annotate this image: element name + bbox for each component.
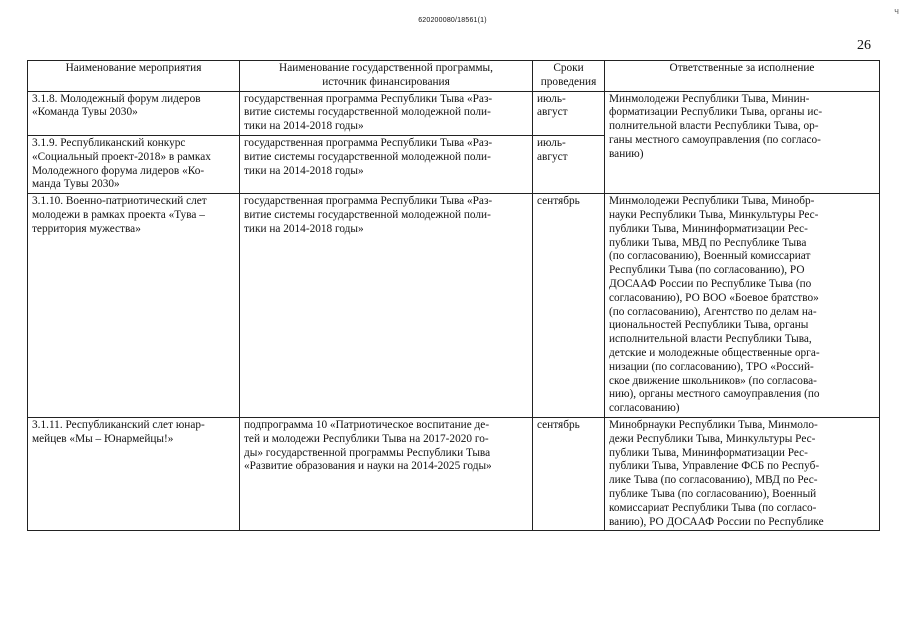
dates-cell: сентябрь	[533, 194, 605, 418]
column-header-dates: Сроки проведения	[533, 61, 605, 92]
column-header-responsible: Ответственные за исполнение	[605, 61, 880, 92]
table-row	[28, 91, 880, 135]
program-cell: государственная программа Республики Тыва «Раз- витие системы государственной молодежной поли- тики на 2014-2018 годы»	[240, 135, 533, 193]
events-table	[27, 60, 880, 531]
table-row	[28, 417, 880, 530]
event-cell: 3.1.9. Республиканский конкурс «Социальный проект-2018» в рамках Молодежного форума лидеров «Ко- манда Тувы 2030»	[28, 135, 240, 193]
table-header-row	[28, 61, 880, 92]
corner-mark: ч	[894, 6, 899, 16]
column-header-program: Наименование государственной программы, источник финансирования	[240, 61, 533, 92]
event-cell: 3.1.10. Военно-патриотический слет молодежи в рамках проекта «Тува – территория мужества»	[28, 194, 240, 418]
responsible-cell: Минмолодежи Республики Тыва, Минобр- науки Республики Тыва, Минкультуры Рес- публики Тыва, Мининформатизации Рес- публики Тыва, МВД по Республике Тыва (по согласованию), Военный комиссариат Республики Тыва (по согласованию), РО ДОСААФ России по Республике Тыва (по согласованию), РО ВОО «Боевое братство» (по согласованию), Агентство по делам на- циональностей Республики Тыва, органы исполнительной власти Республики Тыва, детские и молодежные общественные орга- низации (по согласованию), ТРО «Россий- ское движение школьников» (по согласова- нию), органы местного самоуправления (по согласованию)	[605, 194, 880, 418]
dates-cell: июль- август	[533, 91, 605, 135]
event-cell: 3.1.8. Молодежный форум лидеров «Команда Тувы 2030»	[28, 91, 240, 135]
column-header-event: Наименование мероприятия	[28, 61, 240, 92]
responsible-cell: Минмолодежи Республики Тыва, Минин- форматизации Республики Тыва, органы ис- полнительной власти Республики Тыва, ор- ганы местного самоуправления (по согласо- ванию)	[605, 91, 880, 194]
program-cell: государственная программа Республики Тыва «Раз- витие системы государственной молодежной поли- тики на 2014-2018 годы»	[240, 194, 533, 418]
program-cell: государственная программа Республики Тыва «Раз- витие системы государственной молодежной поли- тики на 2014-2018 годы»	[240, 91, 533, 135]
dates-cell: июль- август	[533, 135, 605, 193]
document-barcode-text: 620200080/18561(1)	[418, 17, 487, 24]
event-cell: 3.1.11. Республиканский слет юнар- мейцев «Мы – Юнармейцы!»	[28, 417, 240, 530]
program-cell: подпрограмма 10 «Патриотическое воспитание де- тей и молодежи Республики Тыва на 2017-2020 го- ды» государственной программы Республики Тыва «Развитие образования и науки на 2014-2025 годы»	[240, 417, 533, 530]
table-row	[28, 194, 880, 418]
page-number: 26	[857, 38, 871, 53]
responsible-cell: Минобрнауки Республики Тыва, Минмоло- дежи Республики Тыва, Минкультуры Рес- публики Тыва, Мининформатизации Рес- публики Тыва, Управление ФСБ по Респуб- лике Тыва (по согласованию), МВД по Рес- публике Тыва (по согласованию), Военный комиссариат Республики Тыва (по согласо- ванию), РО ДОСААФ России по Республике	[605, 417, 880, 530]
dates-cell: сентябрь	[533, 417, 605, 530]
